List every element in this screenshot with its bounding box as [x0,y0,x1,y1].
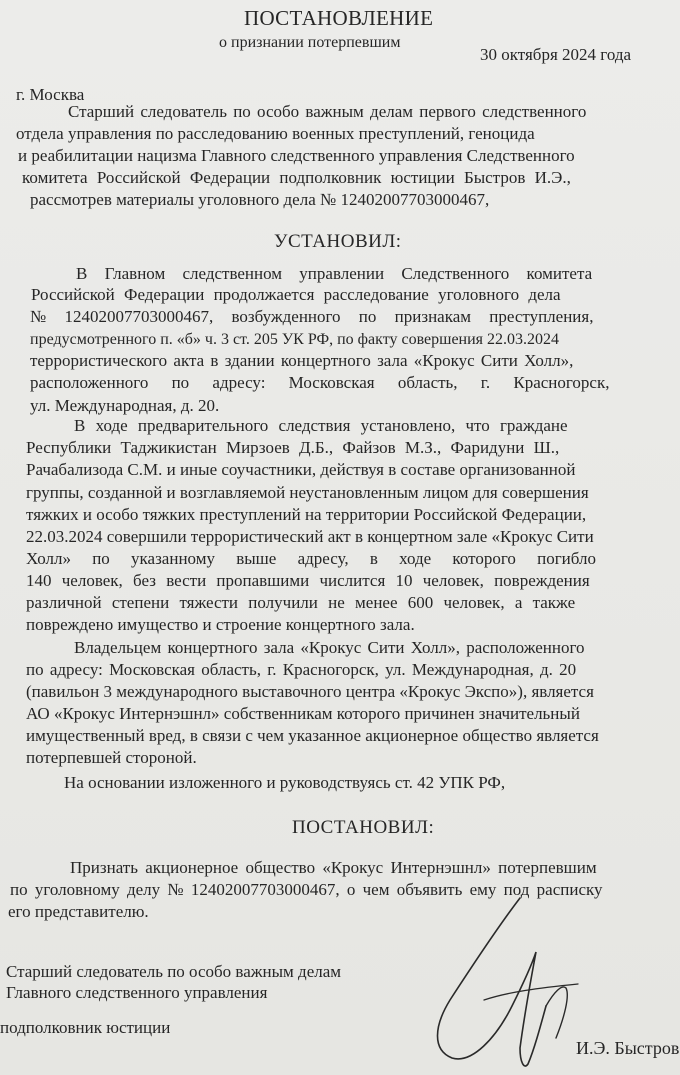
resolution-line: Признать акционерное общество «Крокус Интернэшнл» потерпевшим [70,858,597,877]
document-date: 30 октября 2024 года [480,45,632,64]
signature-position-line: Старший следователь по особо важным делам [6,962,342,981]
signer-name: И.Э. Быстров [576,1038,680,1058]
paragraph-line: В Главном следственном управлении Следственного комитета [76,264,593,283]
heading-established: УСТАНОВИЛ: [274,231,402,252]
paragraph-line: Российской Федерации продолжается расследование уголовного дела [31,285,561,304]
paragraph-line: группы, созданной и возглавляемой неустановленным лицом для совершения [26,483,589,502]
paragraph-line: террористического акта в здании концертного зала «Крокус Сити Холл», [30,351,574,370]
paragraph-line: по адресу: Московская область, г. Красногорск, ул. Международная, д. 20 [26,660,577,679]
paragraph-line: Холл» по указанному выше адресу, в ходе которого погибло [26,549,596,568]
paragraph-line: предусмотренного п. «б» ч. 3 ст. 205 УК РФ, по факту совершения 22.03.2024 [30,331,560,348]
paragraph-line: расположенного по адресу: Московская область, г. Красногорск, [30,373,610,392]
paragraph-line: тяжких и особо тяжких преступлений на территории Российской Федерации, [26,505,587,524]
paragraph-line: различной степени тяжести получили не менее 600 человек, а также [26,593,576,612]
resolution-line: по уголовному делу № 12402007703000467, о чем объявить ему под расписку [10,880,603,899]
document-title: ПОСТАНОВЛЕНИЕ [244,6,434,30]
document-subtitle: о признании потерпевшим [219,34,401,51]
paragraph-line: повреждено имущество и строение концертного зала. [26,615,415,634]
paragraph-line: Республики Таджикистан Мирзоев Д.Б., Файзов М.З., Фаридуни Ш., [26,438,560,457]
intro-line: Старший следователь по особо важным делам первого следственного [68,102,587,121]
signature-position-line: подполковник юстиции [0,1018,171,1037]
paragraph-line: Владельцем концертного зала «Крокус Сити Холл», расположенного [74,638,585,657]
paragraph-line: (павильон 3 международного выставочного центра «Крокус Экспо»), является [26,682,594,701]
intro-line: и реабилитации нацизма Главного следственного управления Следственного [18,146,575,165]
intro-line: отдела управления по расследованию военных преступлений, геноцида [16,124,535,143]
handwritten-signature [428,888,608,1075]
heading-resolved: ПОСТАНОВИЛ: [292,817,435,838]
paragraph-line: № 12402007703000467, возбужденного по признакам преступления, [30,307,594,326]
paragraph-line: имущественный вред, в связи с чем указанное акционерное общество является [26,726,599,745]
paragraph-line: Рачабализода С.М. и иные соучастники, действуя в составе организованной [26,460,576,479]
paragraph-line: потерпевшей стороной. [26,748,197,767]
paragraph-line: АО «Крокус Интернэшнл» собственникам которого причинен значительный [26,704,580,723]
paragraph-line: В ходе предварительного следствия установлено, что граждане [74,416,568,435]
signature-position-line: Главного следственного управления [6,983,268,1002]
resolution-line: его представителю. [8,902,149,921]
intro-line: рассмотрев материалы уголовного дела № 12402007703000467, [30,190,490,209]
paragraph-line: ул. Международная, д. 20. [30,396,220,415]
document-city: г. Москва [16,85,85,104]
intro-line: комитета Российской Федерации подполковник юстиции Быстров И.Э., [22,168,571,187]
paragraph-line: 140 человек, без вести пропавшими числится 10 человек, повреждения [26,571,590,590]
paragraph-line: На основании изложенного и руководствуясь ст. 42 УПК РФ, [64,773,506,792]
paragraph-line: 22.03.2024 совершили террористический акт в концертном зале «Крокус Сити [26,527,594,546]
